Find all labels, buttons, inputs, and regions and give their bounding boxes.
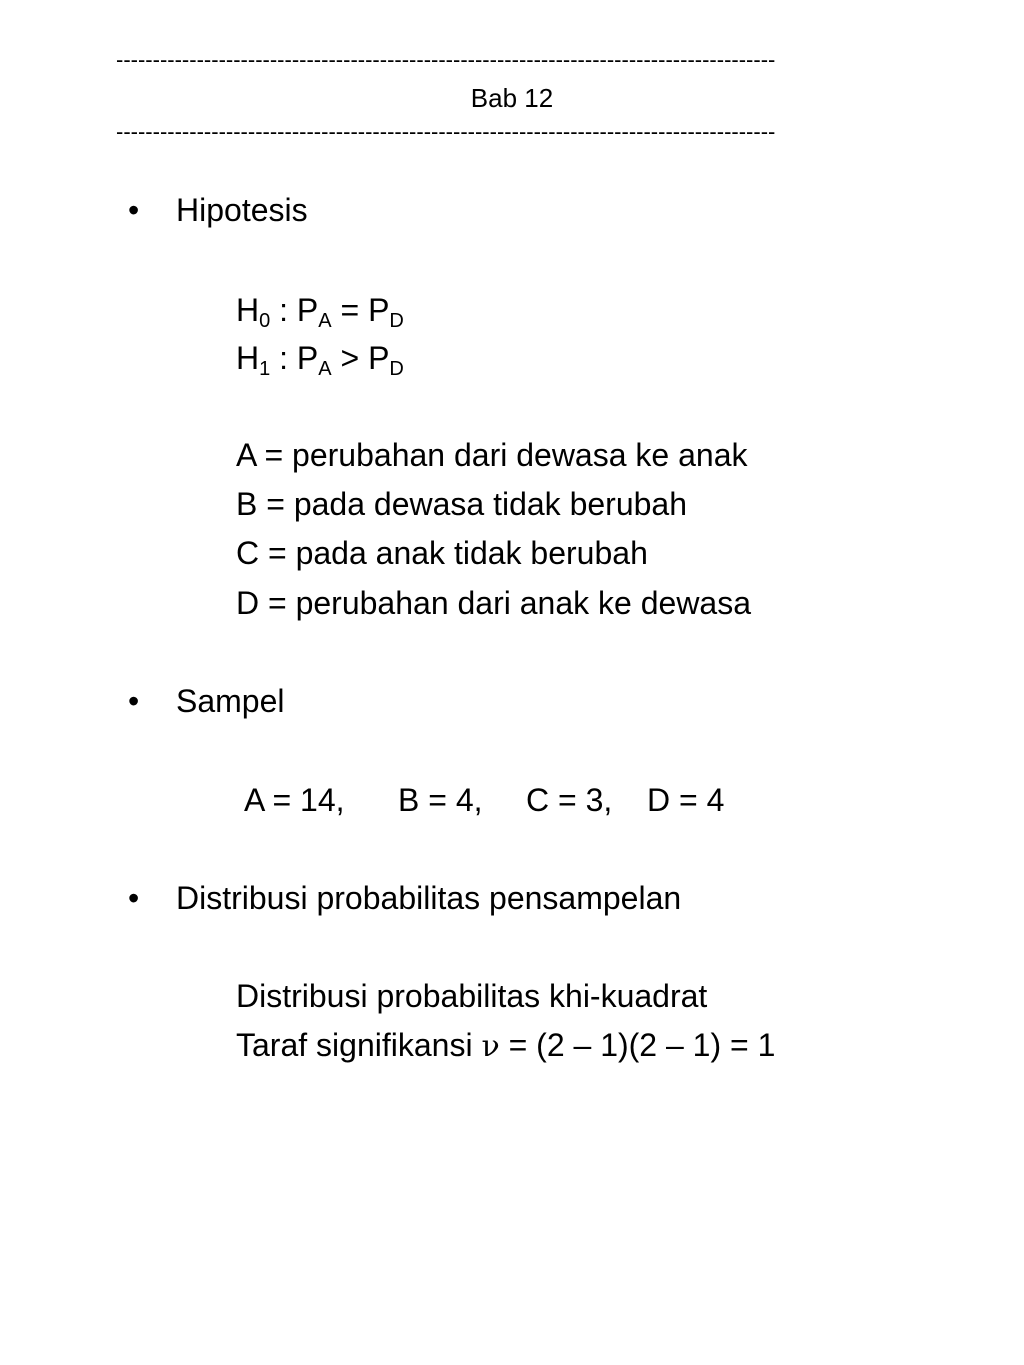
h0-operator-p: = P	[331, 292, 390, 328]
h0-d-subscript: D	[389, 310, 404, 332]
bullet-hypothesis: •	[128, 192, 140, 228]
null-hypothesis	[236, 291, 404, 332]
h1-h: H	[236, 340, 260, 376]
h1-subscript: 1	[259, 358, 271, 380]
definition-c: C = pada anak tidak berubah	[236, 535, 648, 571]
dof-prefix: Taraf signifikansi	[236, 1027, 482, 1063]
bottom-dash-rule: ------------------------------------------------------------------------------------------	[116, 120, 776, 144]
definition-a: A = perubahan dari dewasa ke anak	[236, 437, 748, 473]
h1-a-subscript: A	[318, 358, 332, 380]
h0-colon-p: : P	[270, 292, 319, 328]
chapter-title: Bab 12	[470, 83, 554, 113]
dof-formula: = (2 – 1)(2 – 1) = 1	[499, 1027, 776, 1063]
sample-value-b: B = 4,	[398, 782, 483, 818]
h0-a-subscript: A	[318, 310, 332, 332]
definition-d: D = perubahan dari anak ke dewasa	[236, 585, 752, 621]
chi-square-distribution: Distribusi probabilitas khi-kuadrat	[236, 978, 708, 1014]
bullet-distribution: •	[128, 880, 140, 916]
definition-b: B = pada dewasa tidak berubah	[236, 486, 687, 522]
sample-value-c: C = 3,	[526, 782, 613, 818]
h1-operator-p: > P	[331, 340, 390, 376]
degrees-of-freedom	[236, 1026, 775, 1066]
bullet-sample: •	[128, 683, 140, 719]
sample-value-a: A = 14,	[244, 782, 345, 818]
alternative-hypothesis	[236, 339, 404, 380]
h1-d-subscript: D	[389, 358, 404, 380]
top-dash-rule: ------------------------------------------------------------------------------------------	[116, 48, 776, 72]
h0-h: H	[236, 292, 260, 328]
sample-heading: Sampel	[176, 683, 285, 719]
h0-subscript: 0	[259, 310, 271, 332]
hypothesis-heading: Hipotesis	[176, 192, 308, 228]
distribution-heading: Distribusi probabilitas pensampelan	[176, 880, 682, 916]
sample-value-d: D = 4	[647, 782, 725, 818]
nu-symbol: ν	[481, 1029, 500, 1064]
h1-colon-p: : P	[270, 340, 319, 376]
